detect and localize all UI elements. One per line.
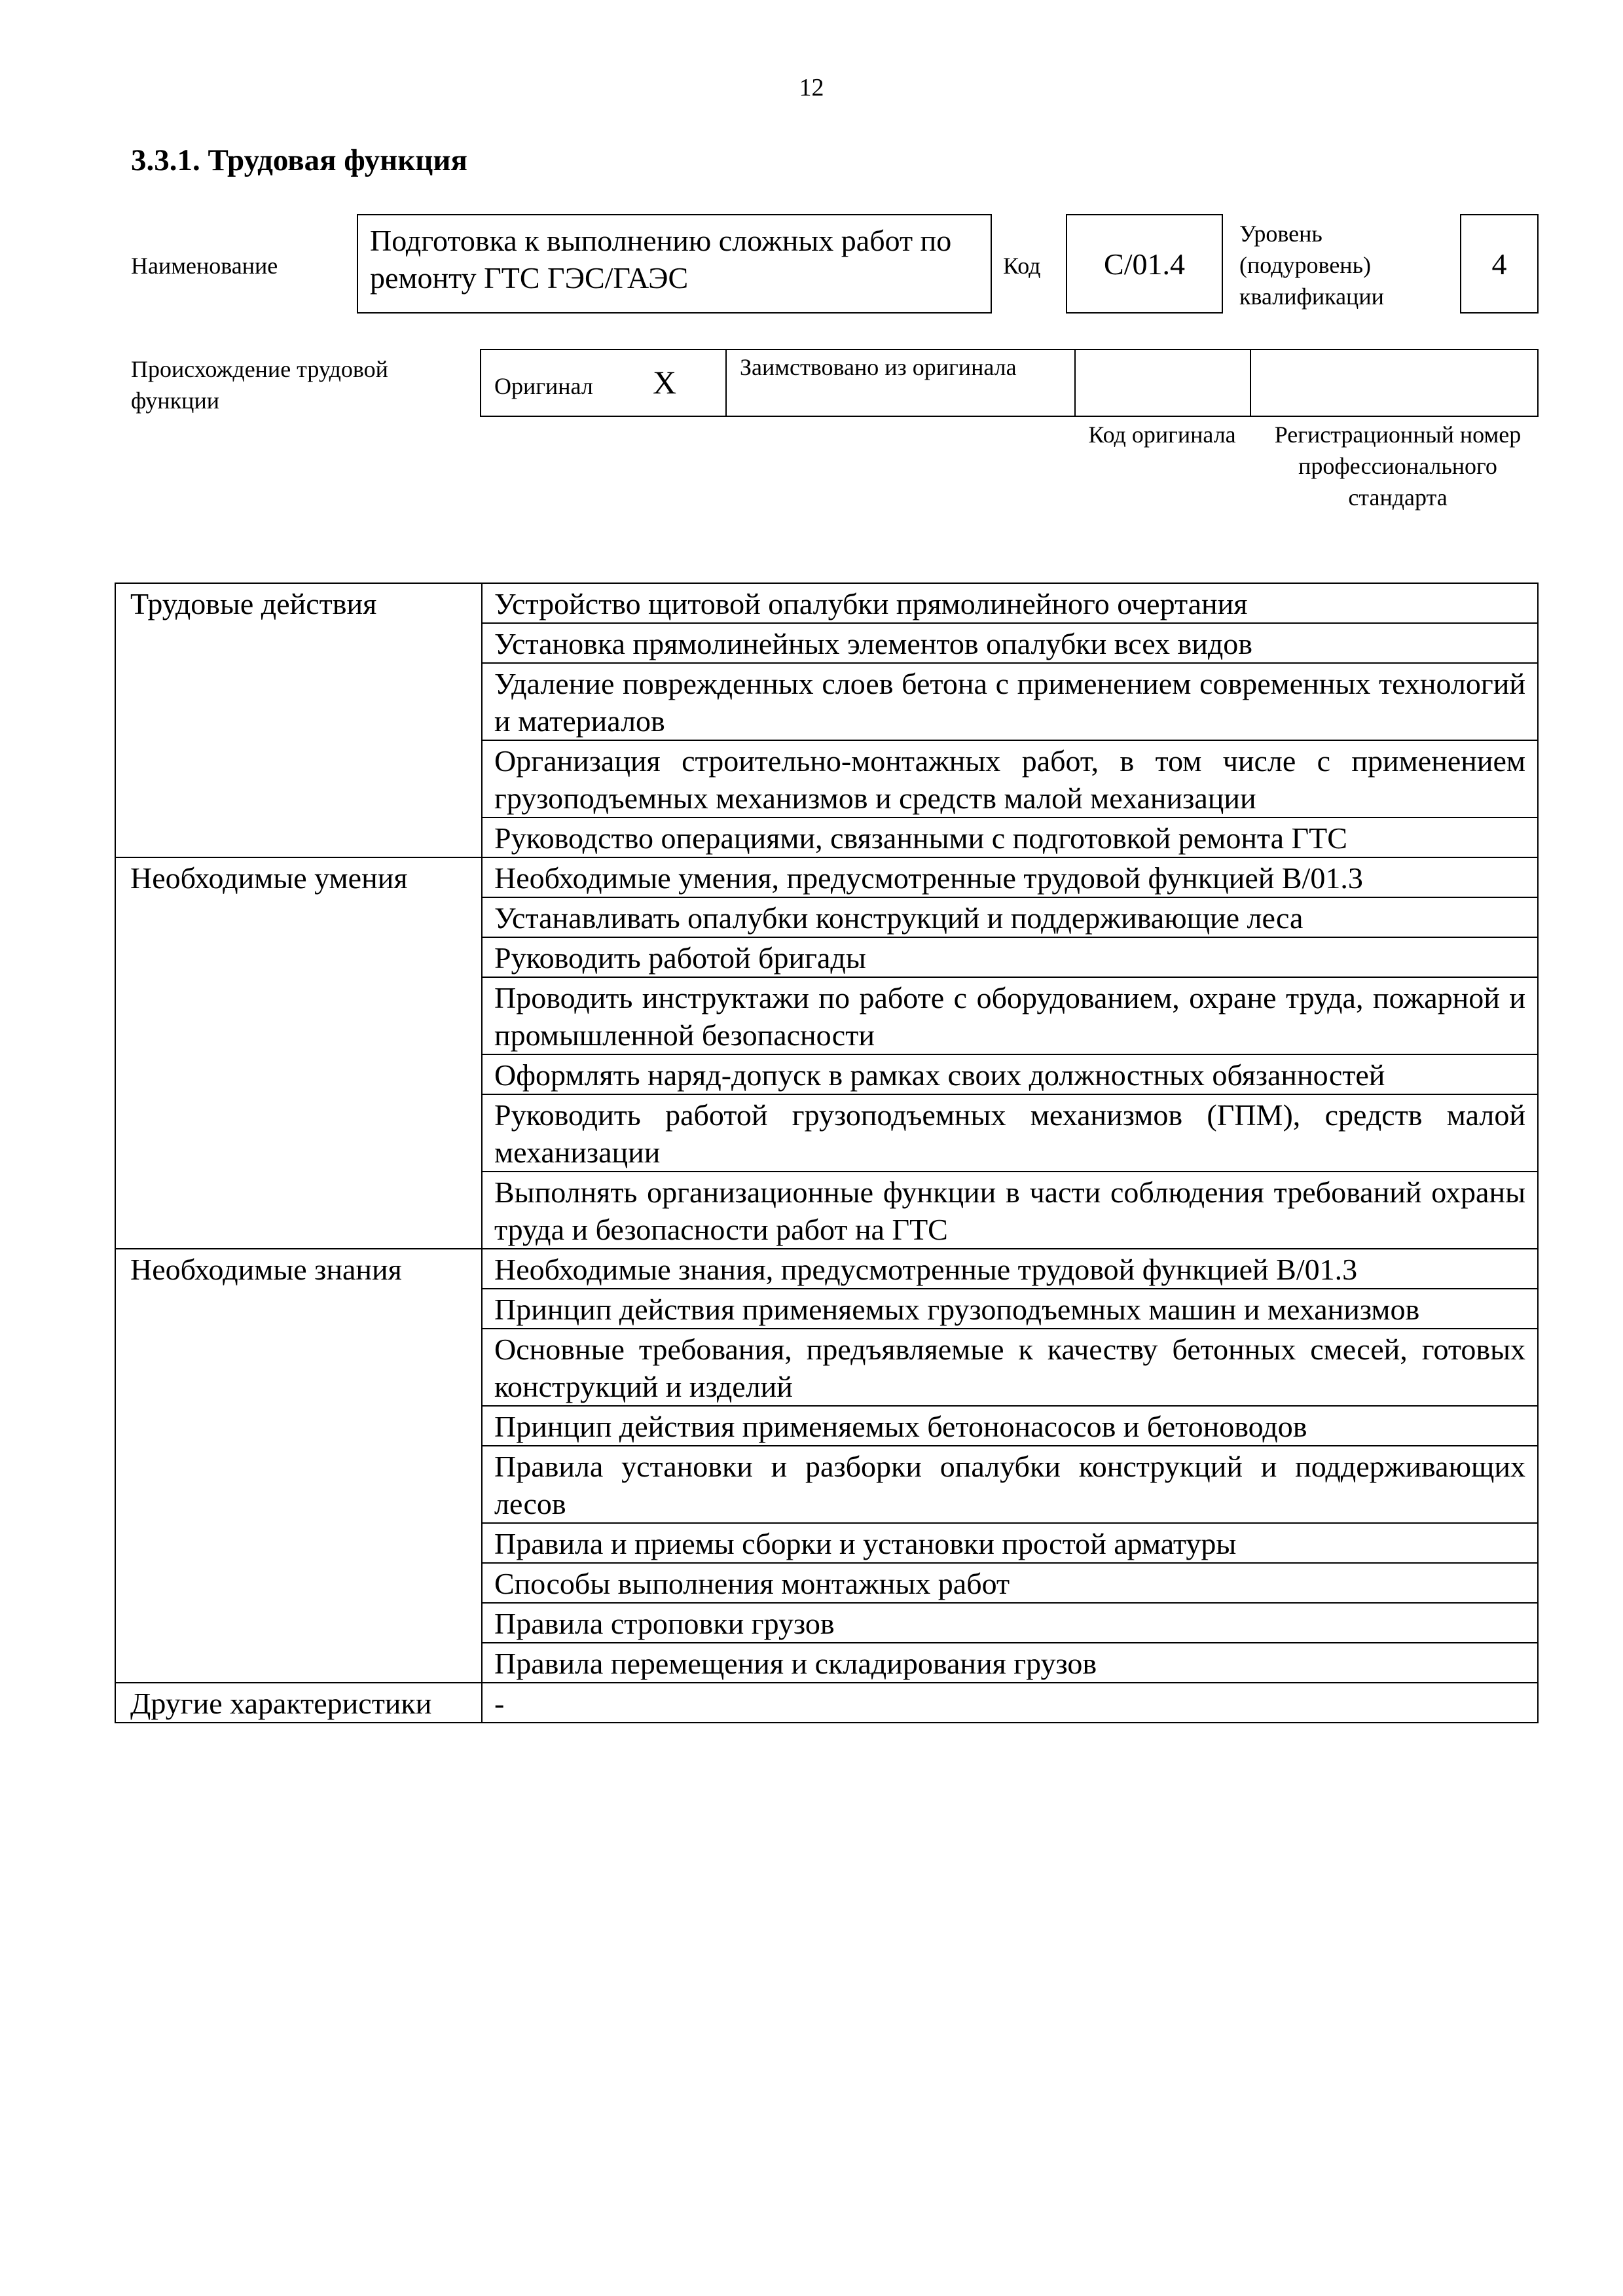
table-cell: Руководить работой бригады — [482, 937, 1538, 977]
origin-original-mark: X — [653, 364, 677, 401]
origin-borrowed-cell — [727, 350, 1076, 416]
section-label: Трудовые действия — [115, 583, 482, 857]
table-cell: Правила установки и разборки опалубки конструкций и поддерживающих лесов — [482, 1446, 1538, 1523]
table-cell: Организация строительно-монтажных работ, в том числе с применением грузоподъемных механизмов и средств малой механизации — [482, 740, 1538, 817]
name-value-box — [357, 214, 992, 314]
table-cell: Удаление поврежденных слоев бетона с применением современных технологий и материалов — [482, 663, 1538, 740]
table-cell: Правила и приемы сборки и установки простой арматуры — [482, 1523, 1538, 1563]
table-cell: Устройство щитовой опалубки прямолинейного очертания — [482, 583, 1538, 623]
page-number: 12 — [799, 74, 824, 101]
name-value: Подготовка к выполнению сложных работ по ремонту ГТС ГЭС/ГАЭС — [370, 224, 952, 295]
table-cell: Способы выполнения монтажных работ — [482, 1563, 1538, 1603]
table-cell: Руководить работой грузоподъемных механизмов (ГПМ), средств малой механизации — [482, 1094, 1538, 1172]
origin-reg-number-cell — [1251, 350, 1537, 416]
section-title: 3.3.1. Трудовая функция — [131, 143, 467, 177]
table-cell: - — [482, 1683, 1538, 1723]
table-cell: Принцип действия применяемых грузоподъемных машин и механизмов — [482, 1289, 1538, 1329]
table-cell: Необходимые знания, предусмотренные трудовой функцией B/01.3 — [482, 1249, 1538, 1289]
code-original-caption: Код оригинала — [1088, 422, 1236, 448]
table-row — [115, 583, 1538, 623]
level-value: 4 — [1491, 247, 1507, 281]
origin-row — [480, 349, 1539, 417]
origin-label: Происхождение трудовой функции — [131, 356, 388, 414]
origin-original-cell — [481, 350, 727, 416]
table-row — [115, 1683, 1538, 1723]
name-label: Наименование — [131, 253, 278, 279]
function-table-body — [115, 583, 1538, 1723]
level-label: Уровень (подуровень) квалификации — [1239, 221, 1384, 310]
code-label: Код — [1003, 253, 1041, 279]
table-cell: Принцип действия применяемых бетононасосов и бетоноводов — [482, 1406, 1538, 1446]
table-cell: Устанавливать опалубки конструкций и поддерживающие леса — [482, 897, 1538, 937]
table-cell: Правила строповки грузов — [482, 1603, 1538, 1643]
code-value: C/01.4 — [1104, 247, 1185, 281]
table-cell: Проводить инструктажи по работе с оборудованием, охране труда, пожарной и промышленной безопасности — [482, 977, 1538, 1054]
table-cell: Правила перемещения и складирования грузов — [482, 1643, 1538, 1683]
section-label: Необходимые умения — [115, 857, 482, 1249]
table-cell: Оформлять наряд-допуск в рамках своих должностных обязанностей — [482, 1054, 1538, 1094]
table-cell: Необходимые умения, предусмотренные трудовой функцией B/01.3 — [482, 857, 1538, 897]
table-cell: Установка прямолинейных элементов опалубки всех видов — [482, 623, 1538, 663]
table-cell: Выполнять организационные функции в части соблюдения требований охраны труда и безопасности работ на ГТС — [482, 1172, 1538, 1249]
reg-number-caption: Регистрационный номер профессионального стандарта — [1274, 422, 1522, 511]
origin-code-cell — [1076, 350, 1251, 416]
table-cell: Основные требования, предъявляемые к качеству бетонных смесей, готовых конструкций и изделий — [482, 1329, 1538, 1406]
origin-borrowed-label: Заимствовано из оригинала — [740, 354, 1017, 380]
table-row — [115, 857, 1538, 897]
table-cell: Руководство операциями, связанными с подготовкой ремонта ГТС — [482, 817, 1538, 857]
function-table — [115, 583, 1539, 1723]
level-value-box — [1460, 214, 1539, 314]
section-label: Необходимые знания — [115, 1249, 482, 1683]
section-label: Другие характеристики — [115, 1683, 482, 1723]
code-value-box — [1066, 214, 1223, 314]
origin-original-label: Оригинал — [494, 373, 593, 399]
table-row — [115, 1249, 1538, 1289]
